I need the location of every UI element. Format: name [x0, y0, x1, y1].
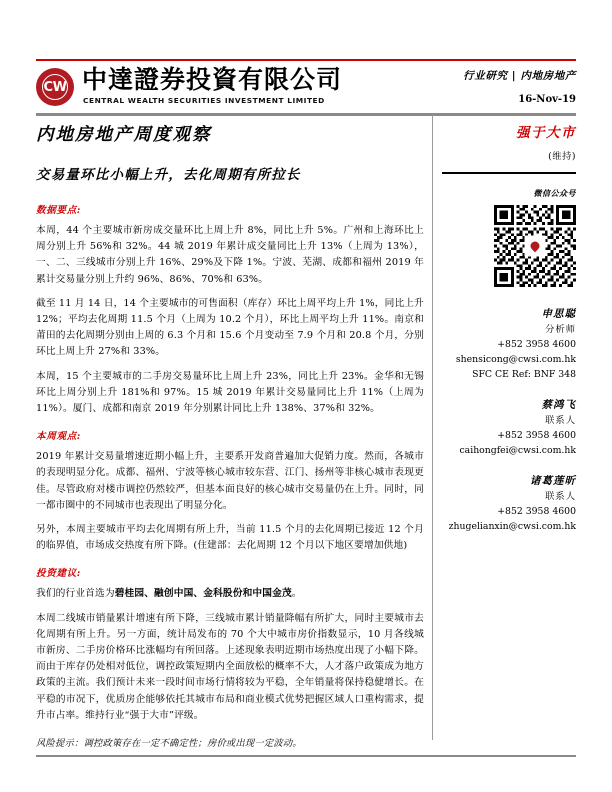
- contact-role: 分析师: [545, 324, 576, 336]
- wechat-label: 微信公众号: [533, 188, 576, 199]
- paragraph-view-2: 另外，本周主要城市平均去化周期有所上升，当前 11.5 个月的去化周期已接近 12 个月的临界值，市场成交热度有所下降。(住建部：去化周期 12 个月以下地区要增加供地): [36, 524, 424, 552]
- masthead-divider: [36, 113, 576, 116]
- brand-name-english: CENTRAL WEALTH SECURITIES INVESTMENT LIMITED: [83, 96, 325, 105]
- paragraph-view-1: 2019 年累计交易量增速近期小幅上升，主要系开发商普遍加大促销力度。然而，各城市的表现明显分化。成都、福州、宁波等核心城市较东营、江门、扬州等非核心城市表现更佳。尽管政府对楼市调控仍然较严，但基本面良好的核心城市交易量仍在上升。同时，同一都市圈中的不同城市也表现出了明显分化。: [36, 451, 424, 511]
- page-subtitle: 交易量环比小幅上升，去化周期有所拉长: [36, 167, 301, 183]
- column-divider: [432, 115, 433, 740]
- contact-license: SFC CE Ref: BNF 348: [472, 369, 576, 381]
- paragraph-data-1: 本周，44 个主要城市新房成交量环比上周上升 8%，同比上升 5%。广州和上海环比上周分别上升 56%和 32%。44 城 2019 年累计成交量同比上升 13%（上周为 13%），一、二、三线城市分别上升 16%、29%及下降 1%。宁波、芜湖、成都和福州 2019 年累计交易量分别上升约 96%、86%、70%和 63%。: [36, 225, 424, 285]
- qr-code-icon: [494, 205, 576, 287]
- contact-analyst-3: [442, 474, 576, 534]
- contact-role: 联系人: [545, 415, 576, 427]
- sidebar-divider: [442, 172, 576, 174]
- contact-name: 蔡鸿飞: [541, 399, 576, 412]
- report-date: 16-Nov-19: [518, 94, 576, 105]
- sidebar: [442, 124, 576, 534]
- contact-email[interactable]: shensicong@cwsi.com.hk: [455, 354, 576, 366]
- rating-status: (维持): [548, 151, 576, 162]
- contact-name: 申思聪: [541, 308, 576, 321]
- paragraph-data-2: 截至 11 月 14 日，14 个主要城市的可售面积（库存）环比上周平均上升 1%，同比上升 12%；平均去化周期 11.5 个月（上周为 10.2 个月），环比上周平均上升 11%。南京和莆田的去化周期分别由上周的 6.3 个月和 15.6 个月变动至 7.9 个月和 20.8 个月，分别环比上周上升 27%和 33%。: [36, 297, 424, 358]
- contact-phone[interactable]: +852 3958 4600: [497, 506, 576, 518]
- contact-analyst-1: [442, 307, 576, 382]
- contact-name: 诸葛莲昕: [530, 475, 576, 488]
- logo-initials: CW: [43, 79, 67, 95]
- paragraph-recommendation-body: 本周二线城市销量累计增速有所下降，三线城市累计销量降幅有所扩大，同时主要城市去化周期有所上升。另一方面，统计局发布的 70 个大中城市房价指数显示，10 月各线城市新房、二手房价格环比涨幅均有所回落。上述现象表明近期市场热度出现了小幅下降。而由于库存仍处相对低位，调控政策短期内全面放松的概率不大，人才落户政策成为地方政策的主流。我们预计未来一段时间市场行情将较为平稳，全年销量将保持稳健增长。在平稳的市况下，优质房企能够依托其城市布局和商业模式优势把握区域人口重构需求，提升市占率。维持行业“强于大市”评级。: [36, 612, 424, 721]
- top-picks: 碧桂园、融创中国、金科股份和中国金茂: [114, 588, 292, 600]
- section-heading-recommendation: 投资建议:: [36, 568, 81, 580]
- contact-analyst-2: [442, 398, 576, 458]
- section-heading-data-highlights: 数据要点:: [36, 205, 81, 216]
- qr-center-logo: [525, 236, 546, 257]
- masthead: [36, 66, 576, 110]
- main-content: [36, 124, 424, 751]
- top-red-divider: [36, 59, 576, 61]
- contact-phone[interactable]: +852 3958 4600: [497, 430, 576, 442]
- contact-email[interactable]: zhugelianxin@cwsi.com.hk: [448, 521, 576, 533]
- page-title: 内地房地产周度观察: [36, 125, 212, 145]
- sector-label: 行业研究 | 内地房地产: [463, 70, 576, 82]
- contact-role: 联系人: [545, 491, 576, 503]
- header-meta: [376, 68, 576, 105]
- qr-code-wrap: [442, 205, 576, 287]
- company-logo: [36, 68, 74, 106]
- rec-prefix: 我们的行业首选为: [36, 588, 115, 600]
- contact-email[interactable]: caihongfei@cwsi.com.hk: [459, 445, 576, 457]
- paragraph-data-3: 本周，15 个主要城市的二手房交易量环比上周上升 23%，同比上升 23%。金华和无锡环比上周分别上升 181%和 97%。15 城 2019 年累计交易量同比上升 11%（上周为 11%）。厦门、成都和南京 2019 年分别累计同比上升 138%、37%和 32%。: [36, 370, 424, 415]
- risk-disclosure: 风险提示：调控政策存在一定不确定性；房价或出现一定波动。: [36, 738, 302, 750]
- rec-suffix: 。: [291, 588, 302, 600]
- qr-center-logo-mark: [529, 240, 542, 253]
- paragraph-recommendation-picks: [36, 586, 424, 602]
- section-heading-weekly-view: 本周观点:: [36, 431, 81, 443]
- footer-divider: [36, 755, 576, 757]
- rating-badge: 强于大市: [516, 125, 576, 141]
- contact-phone[interactable]: +852 3958 4600: [497, 339, 576, 351]
- brand-name-chinese: 中達證券投資有限公司: [82, 65, 343, 94]
